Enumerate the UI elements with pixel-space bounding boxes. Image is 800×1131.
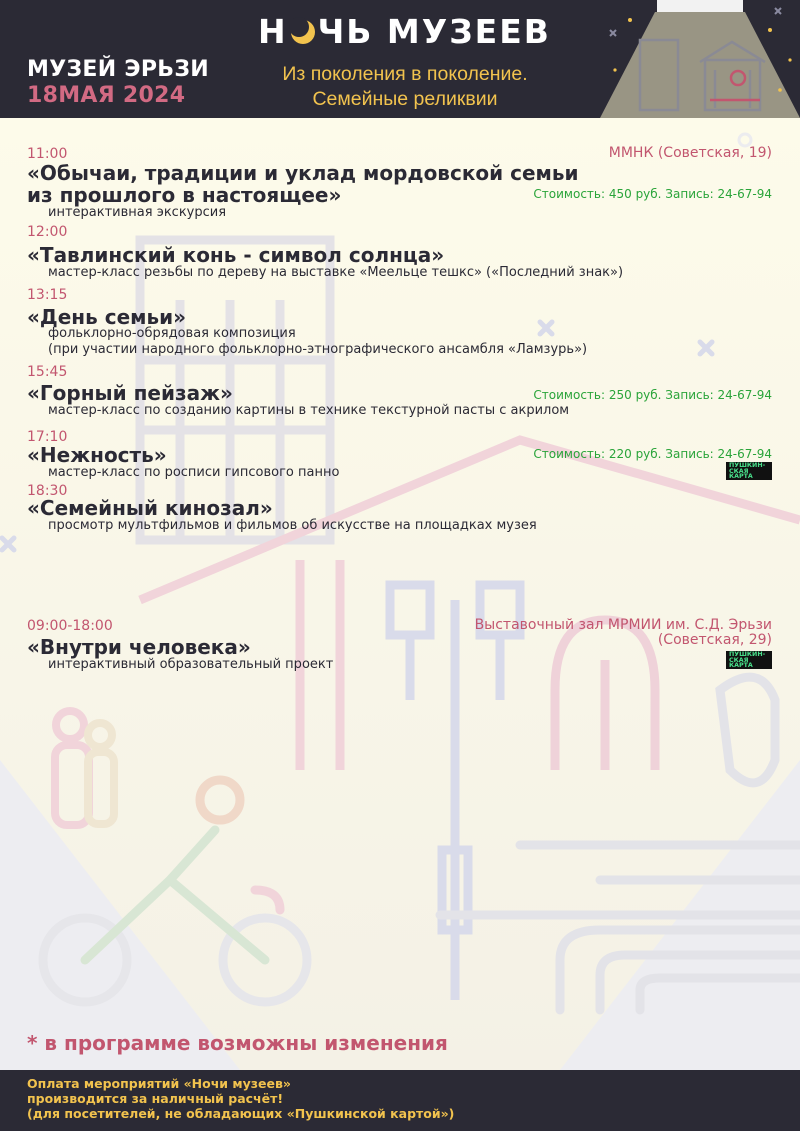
- event-cost: Стоимость: 250 руб. Запись: 24-67-94: [533, 388, 772, 402]
- event-title: «Горный пейзаж»: [27, 381, 233, 405]
- event-time: 15:45: [27, 364, 68, 380]
- pushkin-card-badge: ПУШКИН-СКАЯ КАРТА: [726, 462, 772, 480]
- exhibit-venue: Выставочный зал МРМИИ им. С.Д. Эрьзи: [474, 617, 772, 633]
- event-description: мастер-класс по созданию картины в технике текстурной пасты с акрилом: [48, 403, 570, 418]
- event-time: 17:10: [27, 429, 68, 445]
- event-time: 12:00: [27, 224, 68, 240]
- exhibit-title: «Внутри человека»: [27, 635, 251, 659]
- footer-line-3: (для посетителей, не обладающих «Пушкинской картой»): [27, 1106, 455, 1121]
- event-time: 11:00: [27, 146, 68, 162]
- event-description: интерактивная экскурсия: [48, 205, 227, 220]
- exhibit-description: интерактивный образовательный проект: [48, 657, 334, 672]
- program-change-note: * в программе возможны изменения: [27, 1031, 448, 1055]
- event-cost: Стоимость: 450 руб. Запись: 24-67-94: [533, 187, 772, 201]
- event-title-continued: из прошлого в настоящее»: [27, 183, 342, 207]
- subtitle-line-1: Из поколения в поколение.: [282, 63, 528, 85]
- event-time: 18:30: [27, 483, 68, 499]
- event-title: «Семейный кинозал»: [27, 496, 273, 520]
- event-date: 18МАЯ 2024: [27, 83, 186, 108]
- subtitle-line-2: Семейные реликвии: [312, 88, 498, 110]
- event-description: фольклорно-обрядовая композиция: [48, 326, 296, 341]
- exhibit-time: 09:00-18:00: [27, 618, 113, 634]
- footer-line-2: производится за наличный расчёт!: [27, 1091, 284, 1106]
- event-description-continued: (при участии народного фольклорно-этнографического ансамбля «Ламзурь»): [48, 342, 588, 357]
- event-description: просмотр мультфильмов и фильмов об искусстве на площадках музея: [48, 518, 537, 533]
- museum-name: МУЗЕЙ ЭРЬЗИ: [27, 57, 209, 82]
- event-title: «Нежность»: [27, 443, 167, 467]
- event-title: «День семьи»: [27, 305, 187, 329]
- event-time: 13:15: [27, 287, 68, 303]
- exhibit-venue-address: (Советская, 29): [657, 632, 772, 648]
- payment-footer: [0, 1070, 800, 1131]
- logo-text-start: Н: [258, 12, 288, 51]
- venue-primary: ММНК (Советская, 19): [608, 145, 772, 161]
- event-title: «Тавлинский конь - символ солнца»: [27, 243, 445, 267]
- event-cost: Стоимость: 220 руб. Запись: 24-67-94: [533, 447, 772, 461]
- pushkin-card-badge: ПУШКИН-СКАЯ КАРТА: [726, 651, 772, 669]
- logo-text-end: ЧЬ МУЗЕЕВ: [317, 12, 551, 51]
- event-title: «Обычаи, традиции и уклад мордовской семьи: [27, 161, 579, 185]
- footer-line-1: Оплата мероприятий «Ночи музеев»: [27, 1076, 291, 1091]
- event-description: мастер-класс резьбы по дереву на выставке «Меельце тешкс» («Последний знак»): [48, 265, 624, 280]
- event-description: мастер-класс по росписи гипсового панно: [48, 465, 340, 480]
